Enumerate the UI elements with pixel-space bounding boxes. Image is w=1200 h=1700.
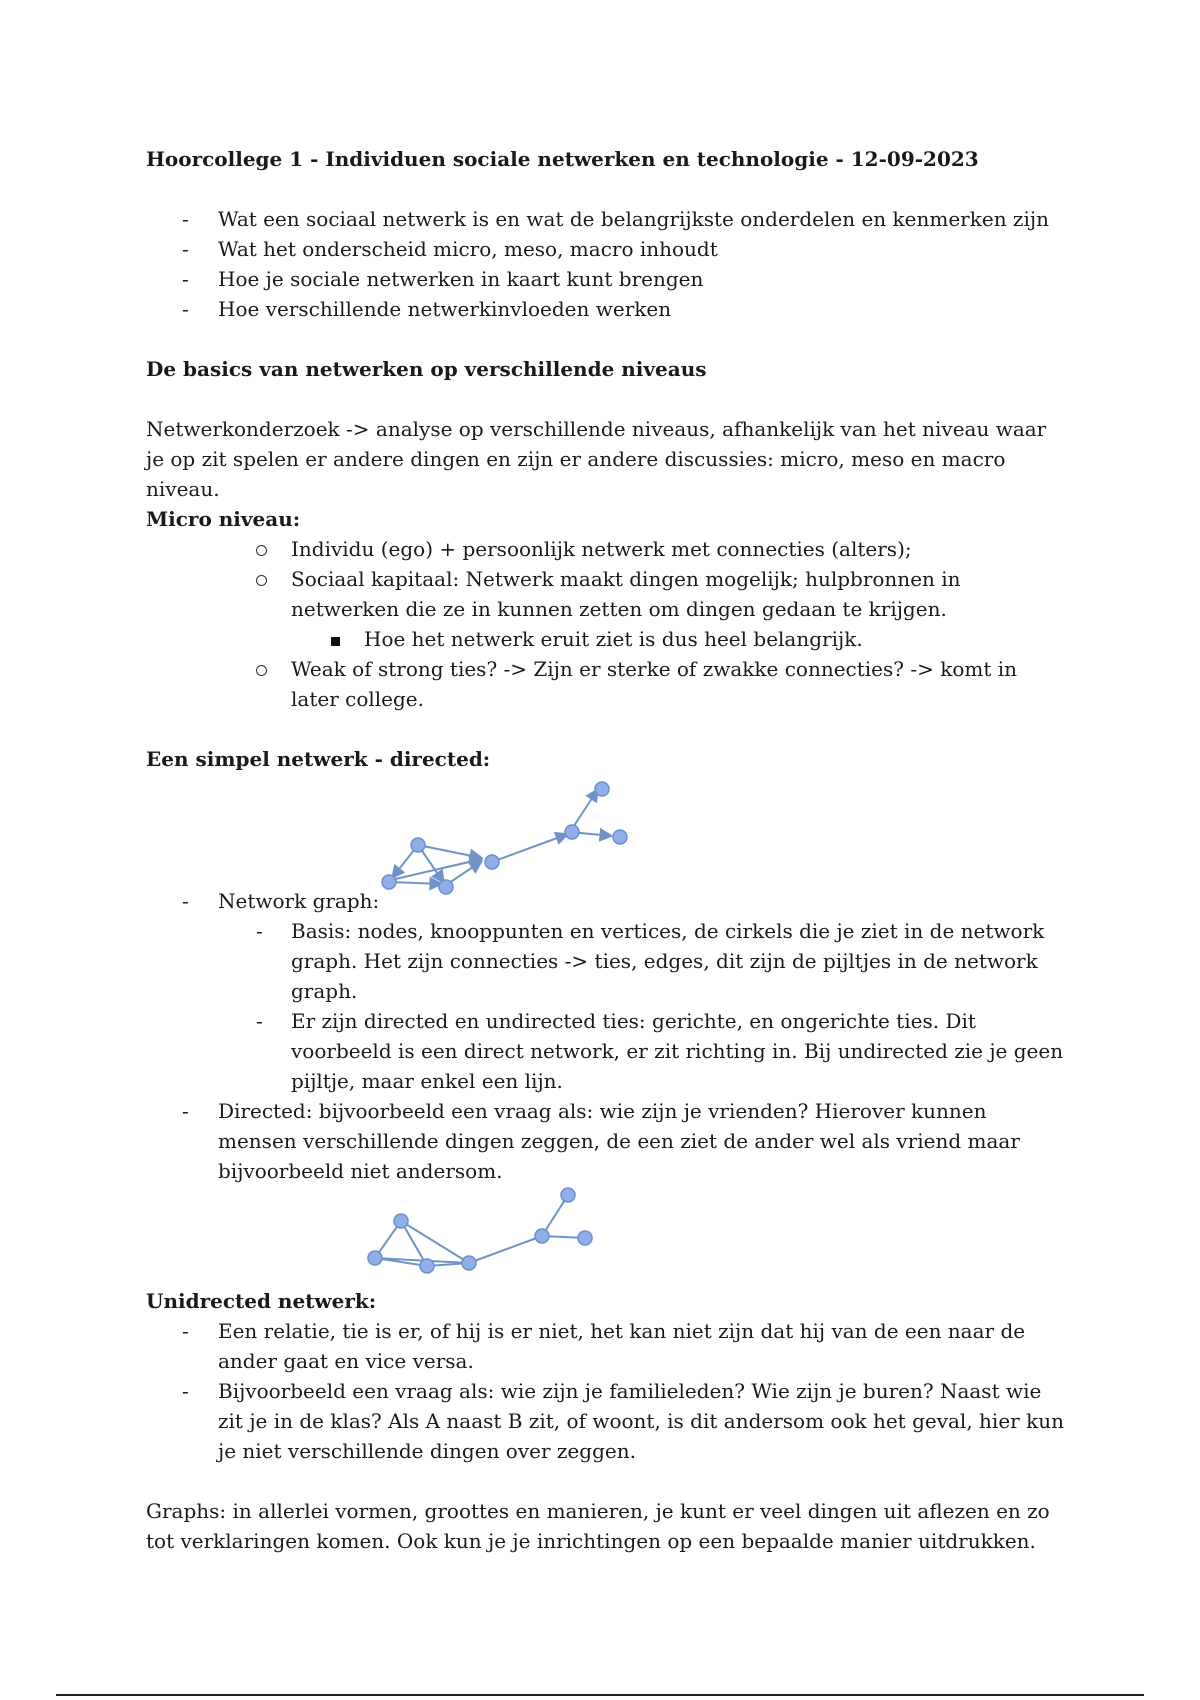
list-item: - Wat een sociaal netwerk is en wat de belangrijkste onderdelen en kenmerken zijn [146, 204, 1066, 234]
graph-edge [492, 834, 568, 862]
list-item: Individu (ego) + persoonlijk netwerk met connecties (alters); [146, 534, 1066, 564]
graph-node [595, 782, 609, 796]
dash-bullet: - [182, 267, 189, 291]
dash-bullet: - [182, 1319, 189, 1343]
graph-node [411, 838, 425, 852]
graph-node [565, 825, 579, 839]
graph-node [561, 1188, 575, 1202]
graph-node [462, 1256, 476, 1270]
list-item: - Een relatie, tie is er, of hij is er niet, het kan niet zijn dat hij van de een naar de ander gaat en vice versa. [146, 1316, 1066, 1376]
undirected-list [146, 1316, 1066, 1466]
dash-bullet: - [182, 207, 189, 231]
graph-edge [401, 1221, 469, 1263]
graph-node [368, 1251, 382, 1265]
list-item: - Bijvoorbeeld een vraag als: wie zijn je familieleden? Wie zijn je buren? Naast wie zit je in de klas? Als A naast B zit, of woont, is dit andersom ook het geval, hier kun je niet verschillende dingen over zeggen. [146, 1376, 1066, 1466]
circle-bullet-icon [256, 665, 267, 676]
micro-list [146, 534, 1066, 714]
footer-divider [56, 1694, 1144, 1696]
graph-node [420, 1259, 434, 1273]
list-item: - Basis: nodes, knooppunten en vertices, de cirkels die je ziet in de network graph. Het zijn connecties -> ties, edges, dit zijn de pijltjes in de network graph. [146, 916, 1066, 1006]
dash-bullet: - [182, 297, 189, 321]
section-heading-basics: De basics van netwerken op verschillende niveaus [146, 357, 707, 381]
list-item: Weak of strong ties? -> Zijn er sterke of zwakke connecties? -> komt in later college. [146, 654, 1066, 714]
graph-edge [390, 882, 442, 884]
list-item: - Network graph: [146, 886, 1066, 916]
list-item: Sociaal kapitaal: Netwerk maakt dingen mogelijk; hulpbronnen in netwerken die ze in kunnen zetten om dingen gedaan te krijgen. [146, 564, 1066, 624]
directed-list [146, 886, 1066, 1186]
dash-bullet: - [182, 889, 189, 913]
list-item: - Hoe verschillende netwerkinvloeden werken [146, 294, 1066, 324]
list-item: - Wat het onderscheid micro, meso, macro inhoudt [146, 234, 1066, 264]
list-item: - Hoe je sociale netwerken in kaart kunt brengen [146, 264, 1066, 294]
section-heading-undirected: Unidrected netwerk: [146, 1289, 377, 1313]
square-bullet-icon [331, 637, 340, 646]
dash-bullet: - [182, 1379, 189, 1403]
graph-edge [418, 845, 482, 858]
list-item: - Directed: bijvoorbeeld een vraag als: wie zijn je vrienden? Hierover kunnen mensen verschillende dingen zeggen, de een ziet de ander wel als vriend maar bijvoorbeeld niet andersom. [146, 1096, 1066, 1186]
basics-paragraph: Netwerkonderzoek -> analyse op verschillende niveaus, afhankelijk van het niveau waar je op zit spelen er andere dingen en zijn er andere discussies: micro, meso en macro niveau. [146, 417, 1047, 501]
circle-bullet-icon [256, 545, 267, 556]
list-item: Hoe het netwerk eruit ziet is dus heel belangrijk. [146, 624, 1066, 654]
graph-node [535, 1229, 549, 1243]
page-title: Hoorcollege 1 - Individuen sociale netwerken en technologie - 12-09-2023 [146, 147, 979, 171]
section-heading-directed: Een simpel netwerk - directed: [146, 747, 491, 771]
graph-node [578, 1231, 592, 1245]
list-item: - Er zijn directed en undirected ties: gerichte, en ongerichte ties. Dit voorbeeld is een direct network, er zit richting in. Bij undirected zie je geen pijltje, maar enkel een lijn. [146, 1006, 1066, 1096]
graphs-paragraph: Graphs: in allerlei vormen, groottes en manieren, je kunt er veel dingen uit aflezen en zo tot verklaringen komen. Ook kun je je inrichtingen op een bepaalde manier uitdrukken. [146, 1499, 1050, 1553]
graph-edge [469, 1236, 542, 1263]
graph-node [613, 830, 627, 844]
graph-edge [446, 861, 482, 885]
graph-node [485, 855, 499, 869]
circle-bullet-icon [256, 575, 267, 586]
section-heading-micro: Micro niveau: [146, 507, 301, 531]
dash-bullet: - [256, 919, 263, 943]
dash-bullet: - [182, 237, 189, 261]
dash-bullet: - [256, 1009, 263, 1033]
graph-node [394, 1214, 408, 1228]
dash-bullet: - [182, 1099, 189, 1123]
learning-goals-list [146, 204, 1066, 324]
